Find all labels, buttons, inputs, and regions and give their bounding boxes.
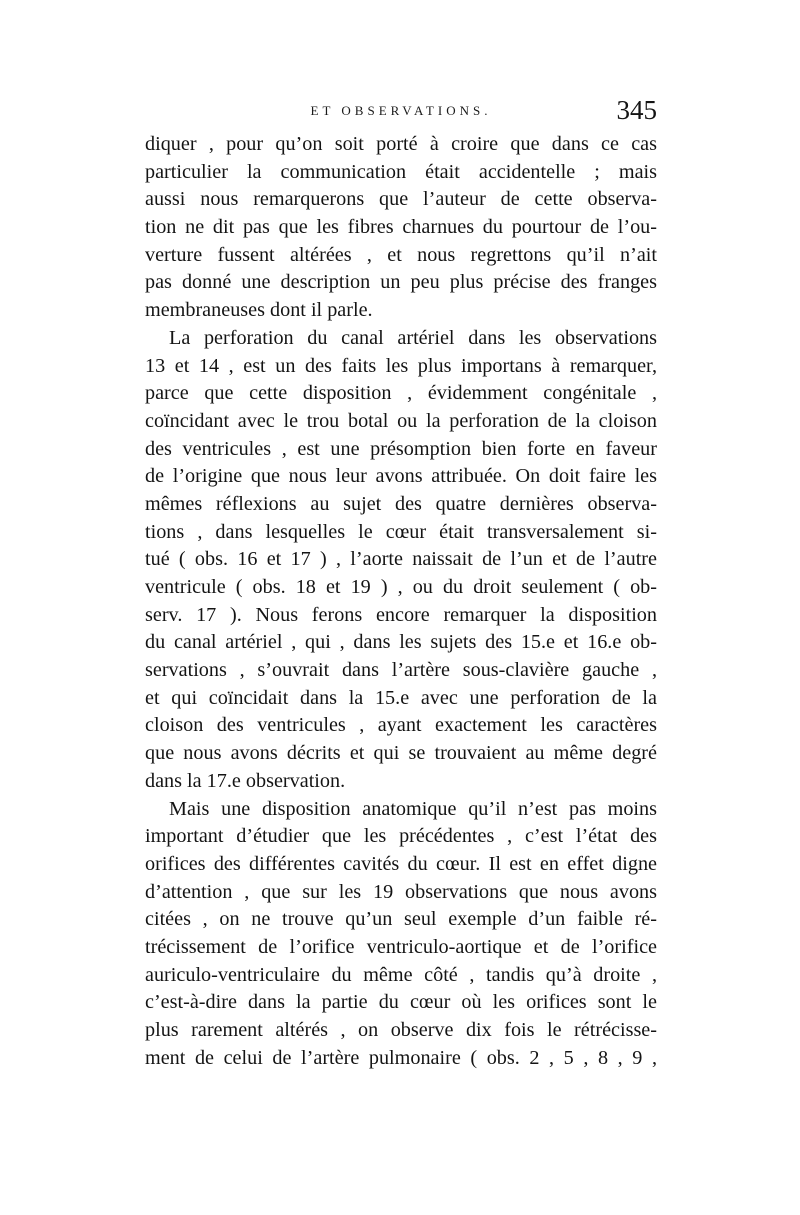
text-line: 13 et 14 , est un des faits les plus importans à remarquer,	[145, 354, 657, 377]
text-line: ment de celui de l’artère pulmonaire ( obs. 2 , 5 , 8 , 9 ,	[145, 1046, 657, 1069]
body-text	[145, 131, 657, 1072]
page-number: 345	[616, 95, 657, 125]
text-line: des ventricules , est une présomption bien forte en faveur	[145, 437, 657, 460]
text-line: et qui coïncidait dans la 15.e avec une perforation de la	[145, 686, 657, 709]
text-line: citées , on ne trouve qu’un seul exemple d’un faible ré-	[145, 908, 657, 931]
text-line: important d’étudier que les précédentes , c’est l’état des	[145, 825, 657, 848]
text-line: auriculo-ventriculaire du même côté , tandis qu’à droite ,	[145, 963, 657, 986]
text-line: ventricule ( obs. 18 et 19 ) , ou du droit seulement ( ob-	[145, 576, 657, 598]
text-line: mêmes réflexions au sujet des quatre dernières observa-	[145, 492, 657, 515]
text-line: coïncidant avec le trou botal ou la perforation de la cloison	[145, 409, 657, 432]
text-line: diquer , pour qu’on soit porté à croire que dans ce cas	[145, 133, 657, 155]
text-line: Mais une disposition anatomique qu’il n’est pas moins	[169, 797, 657, 820]
text-line: de l’origine que nous leur avons attribuée. On doit faire les	[145, 465, 657, 488]
text-line: La perforation du canal artériel dans les observations	[169, 326, 657, 349]
text-line: pas donné une description un peu plus précise des franges	[145, 271, 657, 294]
text-line: servations , s’ouvrait dans l’artère sous-clavière gauche ,	[145, 659, 657, 682]
text-line: parce que cette disposition , évidemment congénitale ,	[145, 382, 657, 405]
text-line: orifices des différentes cavités du cœur. Il est en effet digne	[145, 852, 657, 875]
text-line: particulier la communication était accidentelle ; mais	[145, 160, 657, 183]
text-line: c’est-à-dire dans la partie du cœur où les orifices sont le	[145, 991, 657, 1014]
running-head: ET OBSERVATIONS.	[310, 103, 492, 118]
text-line: que nous avons décrits et qui se trouvaient au même degré	[145, 742, 657, 765]
text-line: d’attention , que sur les 19 observations que nous avons	[145, 880, 657, 903]
text-line: verture fussent altérées , et nous regrettons qu’il n’ait	[145, 243, 657, 266]
text-line: serv. 17 ). Nous ferons encore remarquer la disposition	[145, 603, 657, 626]
text-line: membraneuses dont il parle.	[145, 299, 373, 322]
text-line: plus rarement altérés , on observe dix fois le rétrécisse-	[145, 1019, 657, 1041]
text-line: tions , dans lesquelles le cœur était transversalement si-	[145, 520, 657, 543]
text-line: dans la 17.e observation.	[145, 769, 346, 792]
text-line: trécissement de l’orifice ventriculo-aortique et de l’orifice	[145, 935, 657, 958]
text-line: tué ( obs. 16 et 17 ) , l’aorte naissait de l’un et de l’autre	[145, 548, 657, 571]
text-line: du canal artériel , qui , dans les sujets des 15.e et 16.e ob-	[145, 631, 657, 654]
text-line: cloison des ventricules , ayant exactement les caractères	[145, 714, 657, 737]
text-line: aussi nous remarquerons que l’auteur de cette observa-	[145, 188, 657, 211]
page-header	[145, 95, 657, 129]
text-line: tion ne dit pas que les fibres charnues du pourtour de l’ou-	[145, 216, 657, 239]
